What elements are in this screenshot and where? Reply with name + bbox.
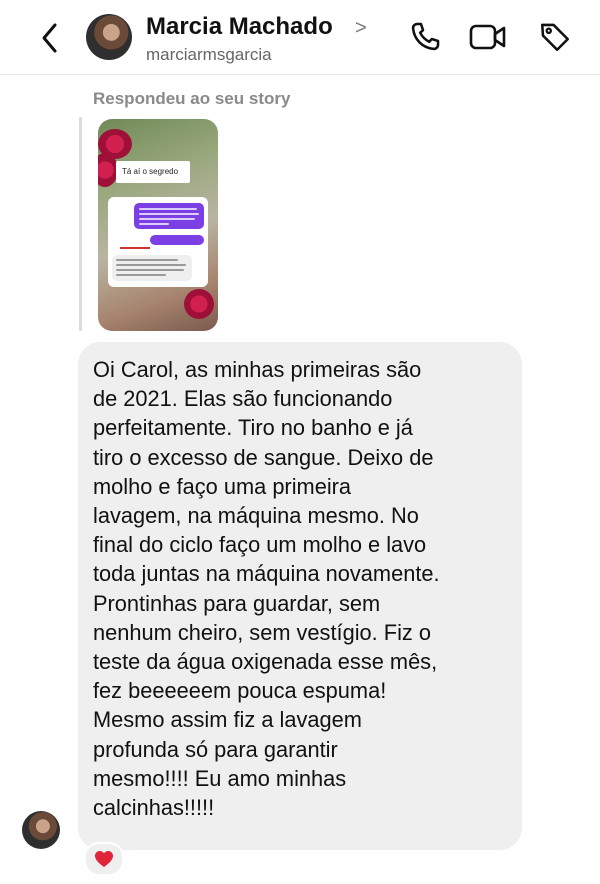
- heart-icon: [94, 850, 114, 868]
- contact-name[interactable]: Marcia Machado: [146, 13, 333, 40]
- chat-header: [0, 0, 600, 75]
- sender-avatar[interactable]: [22, 811, 60, 849]
- tag-icon: [538, 20, 572, 54]
- story-thumbnail[interactable]: [98, 119, 218, 331]
- back-icon: [40, 22, 60, 54]
- story-reply-label: Respondeu ao seu story: [93, 89, 291, 108]
- video-camera-icon: [469, 22, 507, 52]
- story-underline: [120, 247, 150, 249]
- message-text: Oi Carol, as minhas primeiras são de 2021. Elas são funcionando perfeitamente. Tiro no banho e já tiro o excesso de sangue. Deixo de molho e faço uma primeira lavagem, na máquina mesmo. No final do ciclo faço um molho e lavo toda juntas na máquina novamente. Prontinhas para guardar, sem nenhum cheiro, sem vestígio. Fiz o teste da água oxigenada esse mês, fez beeeeeem pouca espuma! Mesmo assim fiz a lavagem profunda só para garantir mesmo!!!! Eu amo minhas calcinhas!!!!!: [93, 357, 440, 821]
- story-chat-bubble: [150, 235, 204, 245]
- story-caption: Tá aí o segredo: [116, 161, 190, 183]
- label-button[interactable]: [536, 18, 574, 56]
- reply-indicator-bar: [79, 117, 82, 331]
- contact-username[interactable]: marciarmsgarcia: [146, 45, 272, 64]
- message-bubble[interactable]: [78, 342, 522, 850]
- back-button[interactable]: [30, 18, 70, 58]
- chevron-right-icon[interactable]: >: [355, 17, 367, 39]
- story-chat-bubble: [112, 255, 192, 281]
- story-chat-bubble: [134, 203, 204, 229]
- flower-decoration: [184, 289, 214, 319]
- reaction-badge[interactable]: [84, 842, 124, 876]
- video-call-button[interactable]: [469, 18, 507, 56]
- phone-call-button[interactable]: [406, 18, 444, 56]
- phone-icon: [408, 20, 442, 54]
- contact-avatar[interactable]: [86, 14, 132, 60]
- story-chat-screenshot: [108, 197, 208, 287]
